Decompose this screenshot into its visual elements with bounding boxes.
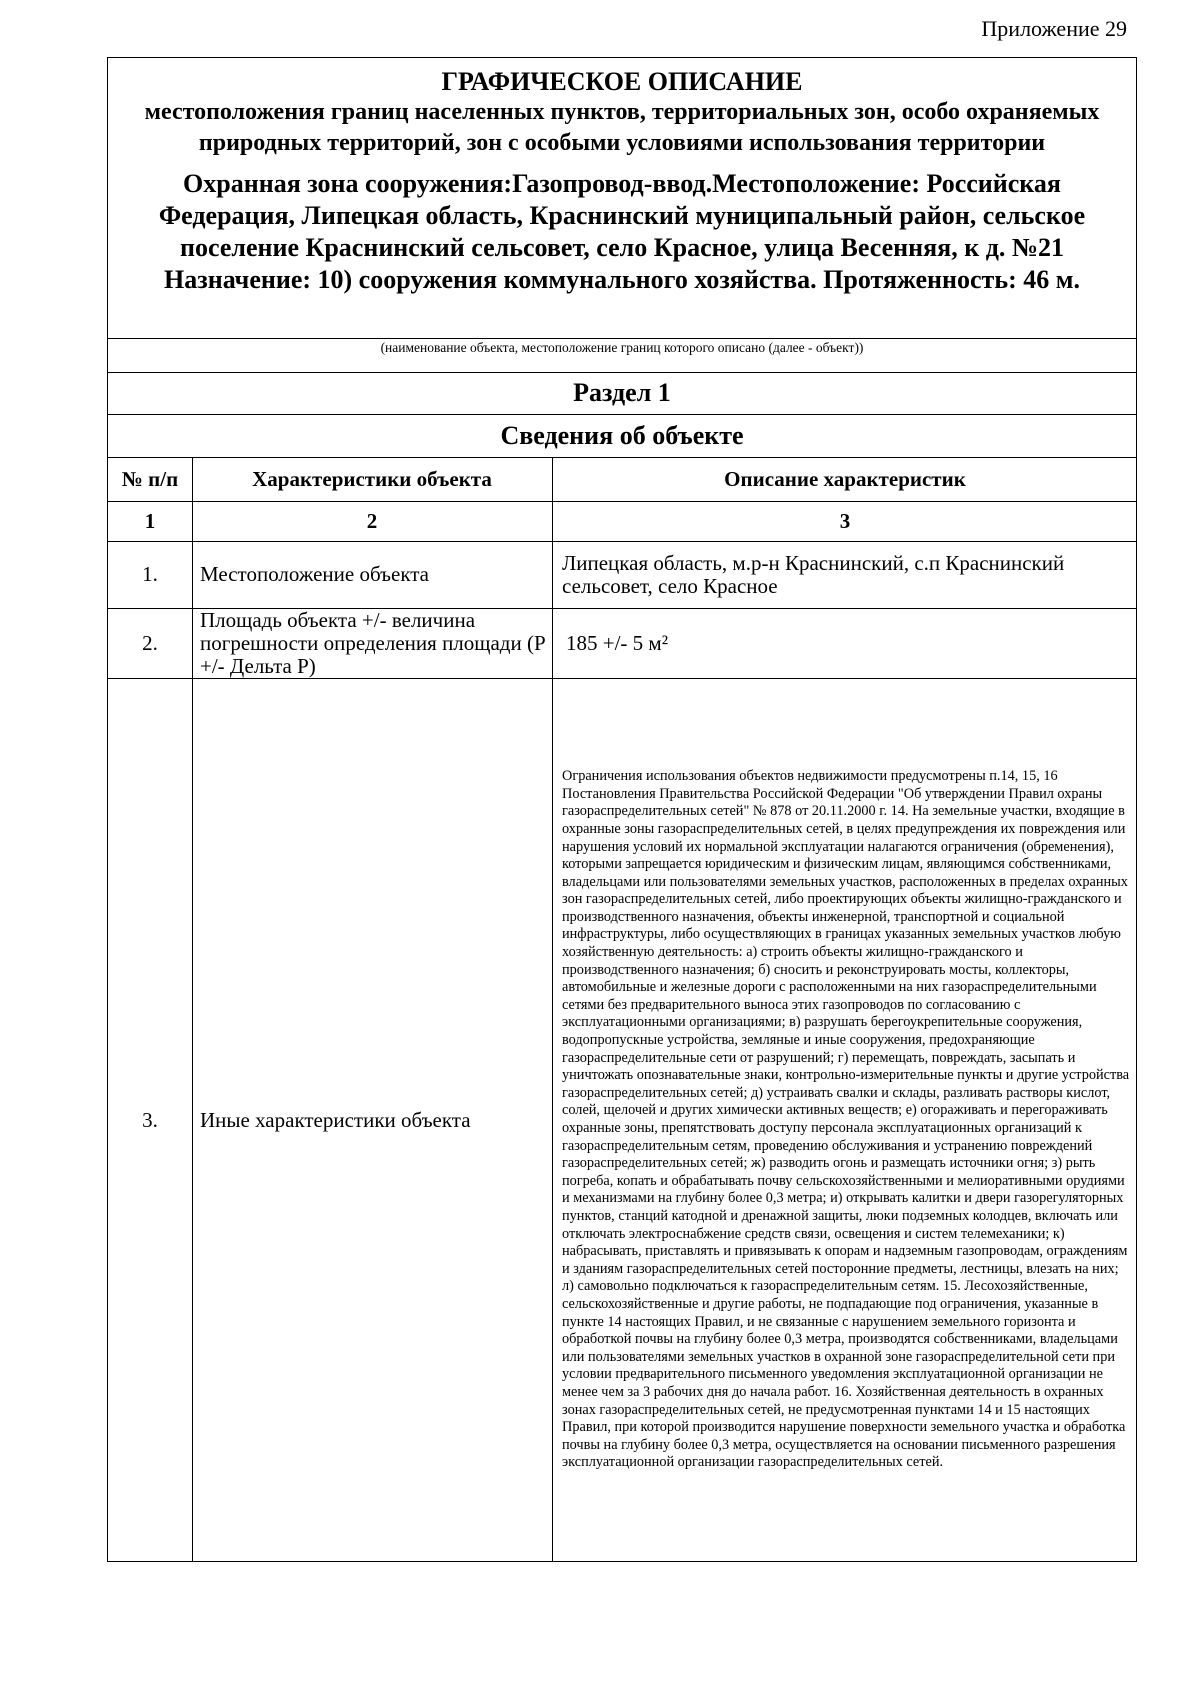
column-header-description: Описание характеристик: [724, 466, 966, 491]
column-header-characteristic: Характеристики объекта: [252, 466, 492, 491]
row-2-characteristic: Площадь объекта +/- величина погрешности определения площади (Р +/- Дельта Р): [200, 607, 546, 678]
document-header: [108, 58, 1136, 338]
document-title: ГРАФИЧЕСКОЕ ОПИСАНИЕ: [441, 67, 803, 96]
column-number-1: 1: [144, 508, 156, 533]
appendix-label: Приложение 29: [981, 16, 1127, 41]
column-number-2: 2: [366, 508, 378, 533]
row-3-description: Ограничения использования объектов недвижимости предусмотрены п.14, 15, 16 Постановления Правительства Российской Федерации "Об утверждении Правил охраны газораспределительных сетей" № 878 от 20.11.2000 г. 14. На земельные участки, входящие в охранные зоны газораспределительных сетей, в целях предупреждения их повреждения или нарушения условий их нормальной эксплуатации налагаются ограничения (обременения), которыми запрещается юридическим и физическим лицам, являющимся собственниками, владельцами или пользователями земельных участков, расположенных в пределах охранных зон газораспределительных сетей, либо проектирующих объекты жилищно-гражданского и производственного назначения, объекты инженерной, транспортной и социальной инфраструктуры, либо осуществляющих в границах указанных земельных участков любую хозяйственную деятельность: а) строить объекты жилищно-гражданского и производственного назначения; б) сносить и реконструировать мосты, коллекторы, автомобильные и железные дороги с расположенными на них газораспределительными сетями без предварительного выноса этих газопроводов по согласованию с эксплуатационными организациями; в) разрушать берегоукрепительные сооружения, водопропускные устройства, земляные и иные сооружения, предохраняющие газораспределительные сети от разрушений; г) перемещать, повреждать, засыпать и уничтожать опознавательные знаки, контрольно-измерительные пункты и другие устройства газораспределительных сетей; д) устраивать свалки и склады, разливать растворы кислот, солей, щелочей и других химически активных веществ; е) огораживать и перегораживать охранные зоны, препятствовать доступу персонала эксплуатационных организаций к газораспределительным сетям, проведению обслуживания и устранению повреждений газораспределительных сетей; ж) разводить огонь и размещать источники огня; з) рыть погреба, копать и обрабатывать почву сельскохозяйственными и мелиоративными орудиями и механизмами на глубину более 0,3 метра; и) открывать калитки и двери газорегуляторных пунктов, станций катодной и дренажной защиты, люки подземных колодцев, включать или отключать электроснабжение средств связи, освещения и систем телемеханики; к) набрасывать, приставлять и привязывать к опорам и надземным газопроводам, ограждениям и зданиям газораспределительных сетей посторонние предметы, лестницы, влезать на них; л) самовольно подключаться к газораспределительным сетям. 15. Лесохозяйственные, сельскохозяйственные и другие работы, не подпадающие под ограничения, указанные в пункте 14 настоящих Правил, и не связанные с нарушением земельного горизонта и обработкой почвы на глубину более 0,3 метра, производятся собственниками, владельцами или пользователями земельных участков в охранной зоне газораспределительной сети при условии предварительного письменного уведомления эксплуатационной организации не менее чем за 3 рабочих дня до начала работ. 16. Хозяйственная деятельность в охранных зонах газораспределительных сетей, не предусмотренная пунктами 14 и 15 настоящих Правил, при которой производится нарушение поверхности земельного участка и обработка почвы на глубину более 0,3 метра, осуществляется на основании письменного разрешения эксплуатационной организации газораспределительных сетей.: [562, 768, 1130, 1471]
row-3-number: 3.: [142, 1107, 158, 1132]
section-subtitle: Сведения об объекте: [500, 421, 744, 450]
document-subtitle: местоположения границ населенных пунктов, территориальных зон, особо охраняемых природных территорий, зон с особыми условиями использования территории: [144, 99, 1100, 156]
document-frame: [107, 57, 1137, 1562]
object-description: Охранная зона сооружения:Газопровод-ввод.Местоположение: Российская Федерация, Липецкая область, Краснинский муниципальный район, сельское поселение Краснинский сельсовет, село Красное, улица Весенняя, к д. №21 Назначение: 10) сооружения коммунального хозяйства. Протяженность: 46 м.: [158, 169, 1086, 294]
row-1-characteristic: Местоположение объекта: [200, 562, 430, 586]
row-2-description: 185 +/- 5 м²: [566, 630, 669, 655]
section-title: Раздел 1: [573, 378, 671, 407]
object-caption: (наименование объекта, местоположение границ которого описано (далее - объект)): [380, 340, 864, 355]
row-3-characteristic: Иные характеристики объекта: [200, 1107, 471, 1132]
column-header-number: № п/п: [121, 466, 179, 491]
column-number-3: 3: [839, 508, 851, 533]
row-1-number: 1.: [142, 562, 158, 586]
row-1-description: Липецкая область, м.р-н Краснинский, с.п Краснинский сельсовет, село Красное: [562, 550, 1065, 598]
row-2-number: 2.: [142, 630, 158, 655]
header-divider: [108, 338, 1136, 339]
